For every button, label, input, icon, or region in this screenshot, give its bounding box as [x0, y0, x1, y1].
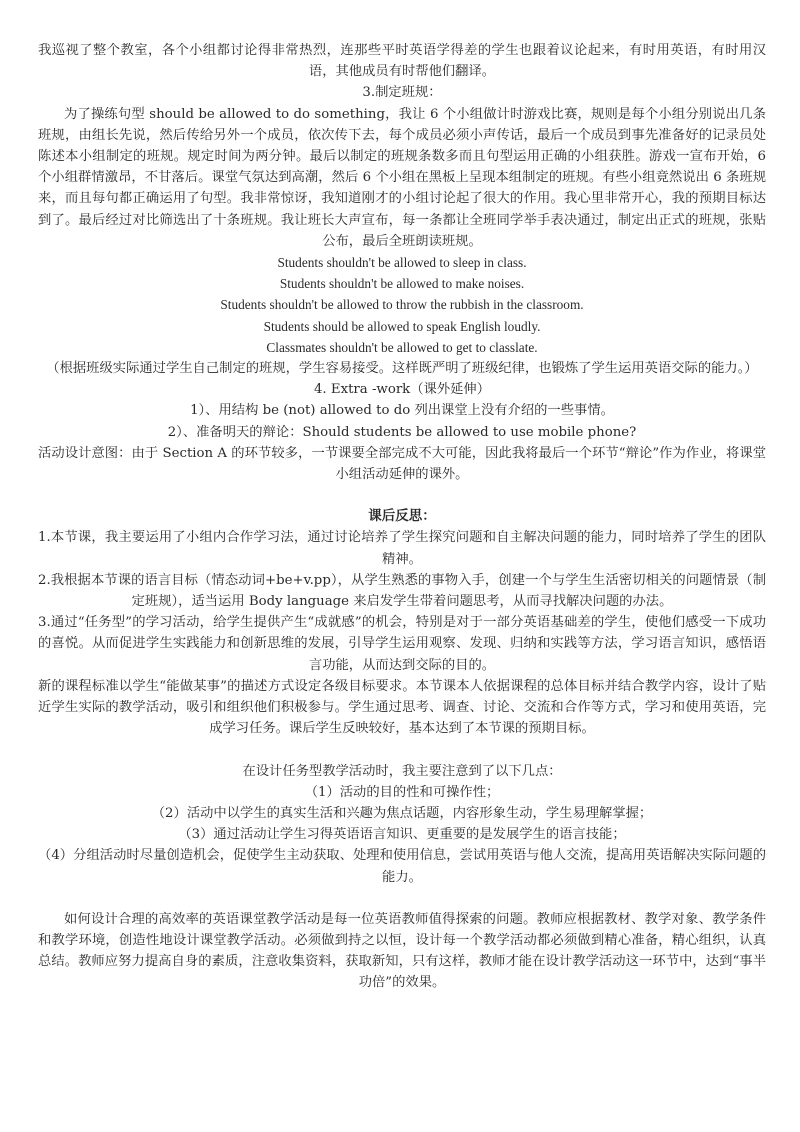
design-note-3: （3）通过活动让学生习得英语语言知识、更重要的是发展学生的语言技能； — [178, 827, 626, 843]
extra-work-item-2: 2）、准备明天的辩论：Should students be allowed to use mobile phone? — [167, 424, 637, 440]
section-heading-extra-work: 4. Extra -work（课外延伸） — [313, 382, 491, 398]
class-rule-4: Students should be allowed to speak English loudly. — [263, 318, 541, 334]
paragraph-class-rules-game: 为了操练句型 should be allowed to do something，我让 6 个小组做计时游戏比赛，规则是每个小组分别说出几条班规，由组长先说，然后传给另外一个成员，依次传下去，每个成员必须小声传话，最后一个成员到事先准备好的记录员处陈述本小组制定的班规。规定时间为两分钟。最后以制定的班规条数多而且句型运用正确的小组获胜。游戏一宣布开始，6 个小组群情激昂，不甘落后。课堂气氛达到高潮，然后 6 个小组在黑板上呈现本组制定的班规。有些小组竟然说出 6 条班规来，而且每句都正确运用了句型。我非常惊讶，我知道刚才的小组讨论起了很大的作用。我心里非常开心，我的预期目标达到了。最后经过对比筛选出了十条班规。我让班长大声宣布，每一条都让全班同学举手表决通过，制定出正式的班规，张贴公布，最后全班朗读班规。 — [38, 106, 766, 249]
design-notes-intro: 在设计任务型教学活动时，我主要注意到了以下几点： — [242, 763, 562, 779]
design-note-4: （4）分组活动时尽量创造机会，促使学生主动获取、处理和使用信息，尝试用英语与他人交流，提高用英语解决实际问题的能力。 — [38, 848, 766, 885]
class-rule-2: Students shouldn't be allowed to make noises. — [279, 276, 525, 292]
reflection-point-2: 2.我根据本节课的语言目标（情态动词+be+v.pp），从学生熟悉的事物入手，创建一个与学生生活密切相关的问题情景（制定班规），适当运用 Body language 来启发学生带着问题思考，从而寻找解决问题的办法。 — [38, 572, 766, 610]
paragraph-observation: 我巡视了整个教室，各个小组都讨论得非常热烈，连那些平时英语学得差的学生也跟着议论起来，有时用英语，有时用汉语，其他成员有时帮他们翻译。 — [38, 43, 766, 80]
paragraph-curriculum-standard: 新的课程标准以学生“能做某事”的描述方式设定各级目标要求。本节课本人依据课程的总体目标并结合教学内容，设计了贴近学生实际的教学活动，吸引和组织他们积极参与。学生通过思考、调查、讨论、交流和合作等方式，学习和使用英语，完成学习任务。课后学生反映较好，基本达到了本节课的预期目标。 — [38, 678, 766, 737]
paragraph-conclusion: 如何设计合理的高效率的英语课堂教学活动是每一位英语教师值得探索的问题。教师应根据教材、教学对象、教学条件和教学环境，创造性地设计课堂教学活动。必须做到持之以恒，设计每一个教学活动都必须做到精心准备，精心组织，认真总结。教师应努力提高自身的素质，注意收集资料，获取新知，只有这样，教师才能在设计教学活动这一环节中，达到“事半功倍”的效果。 — [38, 911, 766, 991]
spacer — [38, 888, 766, 909]
document-page — [38, 40, 766, 994]
reflection-point-1: 1.本节课，我主要运用了小组内合作学习法，通过讨论培养了学生探究问题和自主解决问题的能力，同时培养了学生的团队精神。 — [38, 530, 766, 567]
paragraph-class-rules-note: （根据班级实际通过学生自己制定的班规，学生容易接受。这样既严明了班级纪律，也锻炼了学生运用英语交际的能力。） — [46, 361, 758, 377]
spacer — [38, 740, 766, 761]
section-heading-class-rules: 3.制定班规： — [362, 85, 442, 101]
spacer — [38, 485, 766, 506]
class-rule-3: Students shouldn't be allowed to throw the rubbish in the classroom. — [220, 297, 584, 313]
reflection-point-3: 3.通过“任务型”的学习活动，给学生提供产生“成就感”的机会，特别是对于一部分英语基础差的学生，使他们感受一下成功的喜悦。从而促进学生实践能力和创新思维的发展，引导学生运用观察、发现、归纳和实践等方法，学习语言知识，感悟语言功能，从而达到交际的目的。 — [38, 615, 766, 673]
design-note-1: （1）活动的目的性和可操作性； — [304, 784, 500, 800]
extra-work-item-1: 1）、用结构 be (not) allowed to do 列出课堂上没有介绍的一些事情。 — [190, 403, 614, 419]
paragraph-design-intent: 活动设计意图：由于 Section A 的环节较多，一节课要全部完成不大可能，因此我将最后一个环节“辩论”作为作业，将课堂小组活动延伸的课外。 — [38, 445, 766, 483]
section-heading-reflection: 课后反思： — [368, 508, 436, 525]
class-rule-1: Students shouldn't be allowed to sleep in class. — [277, 255, 527, 271]
class-rule-5: Classmates shouldn't be allowed to get to classlate. — [266, 339, 538, 355]
design-note-2: （2）活动中以学生的真实生活和兴趣为焦点话题，内容形象生动，学生易理解掌握； — [151, 805, 653, 821]
